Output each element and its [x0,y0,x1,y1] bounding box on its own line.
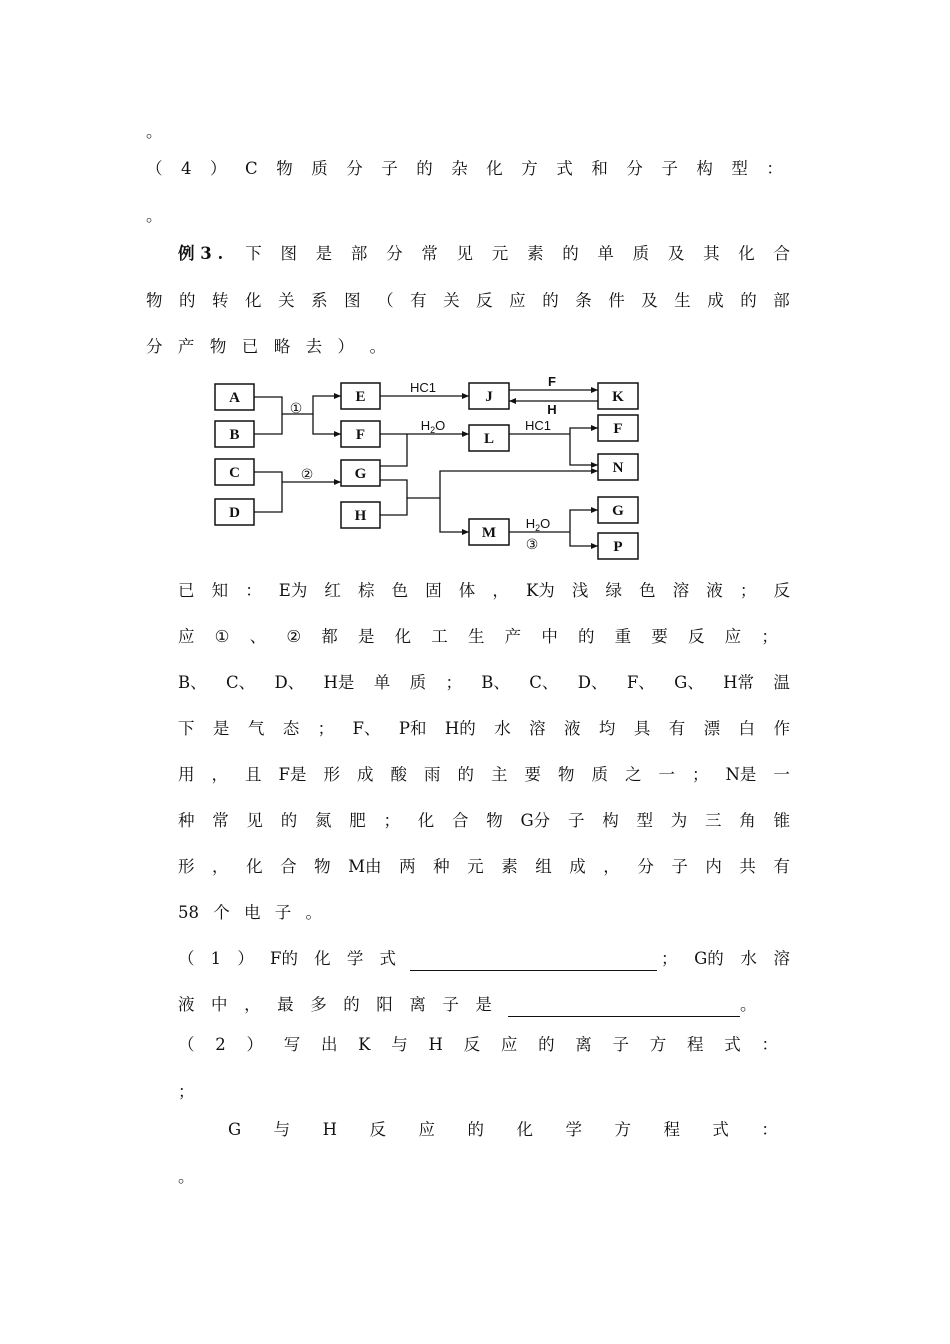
answer-blank-cation[interactable] [508,999,740,1017]
known-text-7: 形 ， 化 合 物 M由 两 种 元 素 组 成 ， 分 子 内 共 有 [178,857,790,876]
arrow-to-f [313,414,341,434]
question-2-end: ； [178,1082,195,1101]
box-d-label: D [229,505,240,521]
connector-g [380,434,407,466]
known-line-2 [178,625,778,649]
example-3-line-3 [146,335,386,359]
label-reaction-2: ② [300,466,314,482]
known-line-8 [178,901,322,925]
known-line-4 [178,717,790,741]
question-2b-text: G 与 H 反 应 的 化 学 方 程 式 ： [228,1120,778,1139]
question-4 [146,157,783,181]
known-line-6 [178,809,790,833]
example-3-text-3: 分 产 物 已 略 去 ） 。 [146,337,386,356]
label-hcl-1: HC1 [409,380,437,395]
known-text-3: B、 C、 D、 H是 单 质 ； B、 C、 D、 F、 G、 H常 温 [178,673,790,692]
answer-blank-f-formula[interactable] [410,953,657,971]
box-j-label: J [485,389,493,405]
box-a-label: A [229,390,240,406]
known-text-4: 下 是 气 态 ； F、 P和 H的 水 溶 液 均 具 有 漂 白 作 [178,719,790,738]
connector-d [254,482,282,512]
arrow-to-p [570,532,598,546]
example-3-text-2: 物 的 转 化 关 系 图 （ 有 关 反 应 的 条 件 及 生 成 的 部 [146,291,790,310]
box-p-label: P [613,539,623,555]
arrow-to-f2 [570,428,598,434]
known-line-7 [178,855,790,879]
question-1-line-2-end: 。 [740,995,757,1014]
question-1-suffix: ； G的 水 溶 [661,949,790,968]
line-period-1: 。 [146,122,163,141]
question-1-line-2-text: 液 中 ， 最 多 的 阳 离 子 是 [178,995,492,1014]
arrow-to-e [313,396,341,414]
box-m-label: M [481,525,497,541]
connector-a [254,397,282,414]
question-1-line-2 [178,993,790,1017]
label-h-reverse: H [547,402,557,417]
known-text-5: 用 ， 且 F是 形 成 酸 雨 的 主 要 物 质 之 一 ； N是 一 [178,765,790,784]
question-2b-end: 。 [178,1167,195,1186]
question-1-prefix: （ 1 ） F的 化 学 式 [178,949,396,968]
line-period-2: 。 [146,206,163,225]
example-3-line-1 [178,242,790,266]
box-c-label: C [229,465,240,481]
arrow-to-m [440,498,469,532]
question-4-text: （ 4 ） C 物 质 分 子 的 杂 化 方 式 和 分 子 构 型 ： [146,159,783,178]
box-g-label: G [354,466,367,482]
known-text-8: 58 个 电 子 。 [178,903,322,922]
known-text-6: 种 常 见 的 氮 肥 ； 化 合 物 G分 子 构 型 为 三 角 锥 [178,811,790,830]
box-f-label: F [355,427,366,443]
known-line-3 [178,671,790,695]
label-h2o-1: $H_2O$ [420,418,446,435]
label-f-forward: F [548,374,556,389]
label-h2o-2: $H_2O$ [525,516,551,533]
box-k-label: K [612,389,624,405]
known-text-1: 已 知 ： E为 红 棕 色 固 体 ， K为 浅 绿 色 溶 液 ； 反 [178,581,790,600]
question-1-line-1 [178,947,790,971]
label-reaction-3: ③ [525,536,539,552]
arrow-to-g2 [570,510,598,532]
label-reaction-1: ① [289,400,303,416]
known-line-5 [178,763,790,787]
box-e-label: E [355,389,366,405]
question-2-line-1 [178,1033,778,1057]
conversion-diagram [205,370,655,565]
known-text-2: 应 ① 、 ② 都 是 化 工 生 产 中 的 重 要 反 应 ； [178,627,778,646]
box-b-label: B [229,427,240,443]
box-n-label: N [612,460,624,476]
example-3-label: 例 3 . [178,244,224,263]
question-2-line-2 [228,1118,778,1142]
label-hcl-2: HC1 [524,418,552,433]
known-line-1 [178,579,790,603]
connector-g2 [380,480,407,498]
arrow-to-n [570,434,598,465]
box-g2-label: G [612,503,624,519]
box-l-label: L [483,431,495,447]
question-2-text: （ 2 ） 写 出 K 与 H 反 应 的 离 子 方 程 式 ： [178,1035,778,1054]
example-3-text-1: 下 图 是 部 分 常 见 元 素 的 单 质 及 其 化 合 [245,244,790,263]
connector-b [254,414,282,434]
box-h-label: H [354,508,367,524]
arrow-to-n2 [440,471,598,498]
connector-c [254,472,282,482]
box-f2-label: F [613,421,623,437]
connector-h [380,498,407,515]
example-3-line-2 [146,289,790,313]
